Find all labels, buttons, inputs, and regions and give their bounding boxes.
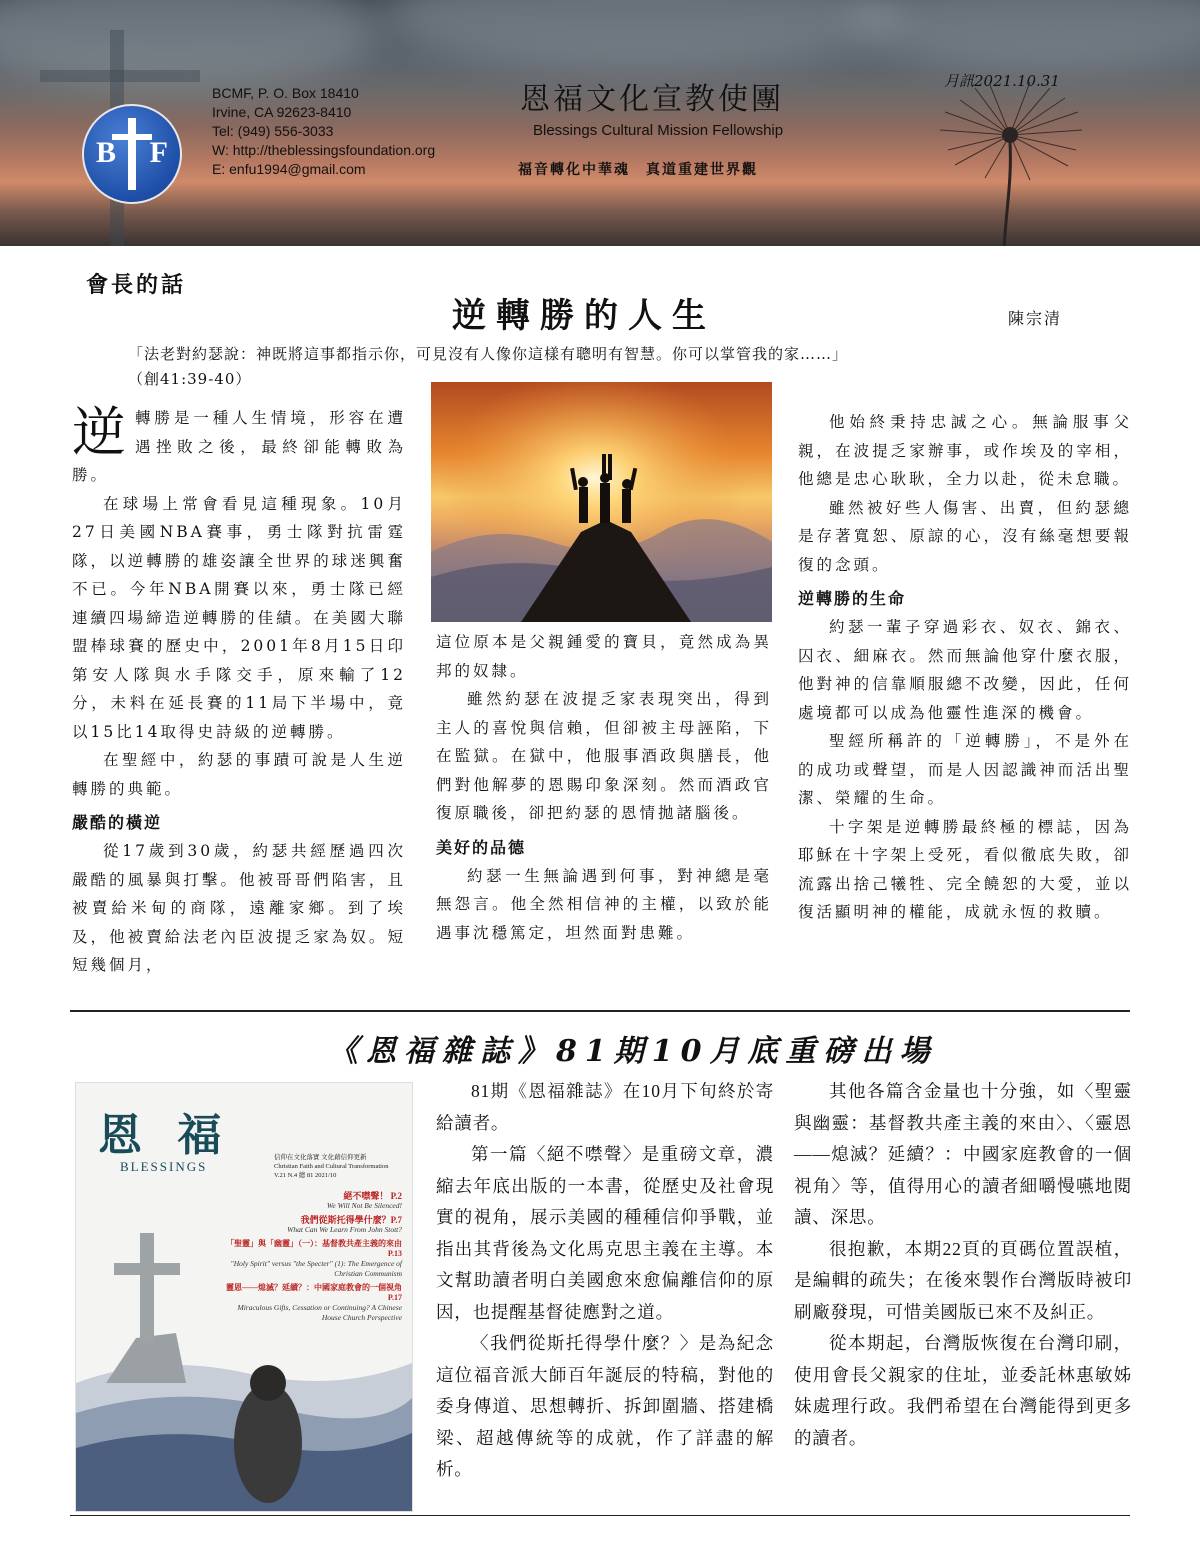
article-author: 陳宗清 <box>1008 309 1063 328</box>
article2-column-2 <box>794 1076 1132 1454</box>
article1-column-3 <box>798 408 1132 927</box>
paragraph: 在聖經中，約瑟的事蹟可說是人生逆轉勝的典範。 <box>72 751 406 798</box>
magazine-name-en: BLESSINGS <box>120 1159 208 1174</box>
mountain-summit-photo <box>431 382 772 622</box>
mailing-address <box>212 84 435 179</box>
contents-item: 絕不噤聲！ P.2 <box>343 1191 402 1201</box>
paragraph: 〈我們從斯托得學什麼？〉是為紀念這位福音派大師百年誕辰的特稿，對他的委身傳道、思想轉折、拆卸圍牆、搭建橋梁、超越傳統等的成就，作了詳盡的解析。 <box>436 1333 774 1479</box>
org-motto: 福音轉化中華魂 真道重建世界觀 <box>518 162 758 178</box>
cloud-shape <box>380 0 900 70</box>
paragraph: 十字架是逆轉勝最終極的標誌，因為耶穌在十字架上受死，看似徹底失敗，卻流露出捨己犧牲、完全饒恕的大愛，並以復活顯明神的權能，成就永恆的救贖。 <box>798 817 1132 921</box>
address-line: Irvine, CA 92623-8410 <box>212 104 352 120</box>
article2-column-1 <box>436 1076 774 1486</box>
address-phone: Tel: (949) 556-3033 <box>212 123 334 139</box>
address-website[interactable]: W: http://theblessingsfoundation.org <box>212 142 436 158</box>
paragraph: 從本期起，台灣版恢復在台灣印刷，使用會長父親家的住址，並委託林惠敏姊妹處理行政。我們希望在台灣能得到更多的讀者。 <box>794 1333 1132 1448</box>
paragraph: 約瑟一輩子穿過彩衣、奴衣、錦衣、囚衣、細麻衣。然而無論他穿什麼衣服，他對神的信靠順服總不改變，因此，任何處境都可以成為他靈性進深的機會。 <box>798 618 1132 722</box>
section-label: 會長的話 <box>86 272 187 298</box>
subheading: 嚴酷的橫逆 <box>72 813 163 832</box>
subheading: 逆轉勝的生命 <box>798 589 907 608</box>
paragraph: 在球場上常會看見這種現象。10月27日美國NBA賽事，勇士隊對抗雷霆隊，以逆轉勝的雄姿讓全世界的球迷興奮不已。今年NBA開賽以來，勇士隊已經連續四場締造逆轉勝的佳績。在美國大聯盟棒球賽的歷史中，2001年8月15日印第安人隊與水手隊交手，原來輸了12分，未料在延長賽的11局下半場中，竟以15比14取得史詩級的逆轉勝。 <box>72 494 406 741</box>
issue-date: 月訊2021.10.31 <box>944 72 1060 90</box>
paragraph: 雖然約瑟在波提乏家表現突出，得到主人的喜悅與信賴，但卻被主母誣陷，下在監獄。在獄中，他服事酒政與膳長，他們對他解夢的恩賜印象深刻。然而酒政官復原職後，卻把約瑟的恩情拋諸腦後。 <box>436 690 772 822</box>
article-title: 《恩福雜誌》81期10月底重磅出場 <box>328 1034 938 1069</box>
cross-silhouette-bar <box>40 70 200 82</box>
article-title: 逆轉勝的人生 <box>452 296 716 336</box>
quote-reference: （創41:39-40） <box>128 370 252 388</box>
photo-illustration <box>431 382 772 622</box>
magazine-cover <box>75 1082 413 1512</box>
paragraph: 逆轉勝是一種人生情境，形容在遭遇挫敗之後，最終卻能轉敗為勝。 <box>72 401 406 484</box>
paragraph: 他始終秉持忠誠之心。無論服事父親，在波提乏家辦事，或作埃及的宰相，他總是忠心耿耿，全力以赴，從未怠職。 <box>798 413 1132 488</box>
section-divider <box>70 1010 1130 1012</box>
paragraph: 第一篇〈絕不噤聲〉是重磅文章，濃縮去年底出版的一本書，從歷史及社會現實的視角，展示美國的種種信仰爭戰，並指出其背後為文化馬克思主義在主導。本文幫助讀者明白美國愈來愈偏離信仰的原因，也提醒基督徒應對之道。 <box>436 1144 774 1322</box>
article1-column-1 <box>72 401 406 980</box>
org-name-chinese: 恩福文化宣教使團 <box>520 82 784 117</box>
paragraph: 81期《恩福雜誌》在10月下旬終於寄給讀者。 <box>436 1081 774 1133</box>
paragraph: 這位原本是父親鍾愛的寶貝，竟然成為異邦的奴隸。 <box>436 633 772 680</box>
contents-item: 「聖靈」與「幽靈」（一）：基督教共產主義的來由 P.13 <box>226 1239 402 1258</box>
paragraph: 聖經所稱許的「逆轉勝」，不是外在的成功或聲望，而是人因認識神而活出聖潔、榮耀的生命。 <box>798 732 1132 807</box>
contents-item: 我們從斯托得學什麼？P.7 <box>300 1215 402 1225</box>
magazine-name-cn: 恩 福 <box>98 1110 232 1161</box>
paragraph: 很抱歉，本期22頁的頁碼位置誤植，是編輯的疏失；在後來製作台灣版時被印刷廠發現，可惜美國版已來不及糾正。 <box>794 1238 1132 1322</box>
drop-cap: 逆 <box>72 401 129 464</box>
dandelion-illustration <box>900 60 1150 246</box>
address-email[interactable]: E: enfu1994@gmail.com <box>212 161 366 177</box>
org-name-english: Blessings Cultural Mission Fellowship <box>533 122 784 139</box>
magazine-contents: 絕不噤聲！ P.2 We Will Not Be Silenced! 我們從斯托得學什麼？P.7 What Can We Learn From John Stott? 「聖靈」與「幽靈」（一）：基督教共產主義的來由 P.13 "Holy Spirit" versus "the Specter" (1): The Emergence of Christian Communism 靈恩——熄滅？延續？：中國家庭教會的一個視角 P.17 Miraculous Gifts, Cessation or Continuing? A Chinese House Church Perspective <box>226 1191 402 1322</box>
article1-column-2 <box>436 628 772 947</box>
contents-item: 靈恩——熄滅？延續？：中國家庭教會的一個視角 P.17 <box>226 1283 402 1302</box>
newsletter-header-banner <box>0 0 1200 246</box>
paragraph: 雖然被好些人傷害、出賣，但約瑟總是存著寬恕、原諒的心，沒有絲毫想要報復的念頭。 <box>798 498 1132 574</box>
address-line: BCMF, P. O. Box 18410 <box>212 85 359 101</box>
paragraph: 從17歲到30歲，約瑟共經歷過四次嚴酷的風暴與打擊。他被哥哥們陷害，且被賣給米甸的商隊，遠離家鄉。到了埃及，他被賣給法老內臣波提乏家為奴。短短幾個月， <box>72 842 406 974</box>
subheading: 美好的品德 <box>436 837 527 857</box>
magazine-masthead: 信仰在文化落實 文化藉信仰更新 Christian Faith and Cultural Transformation V.21 N.4 總 81 2021/10 <box>274 1154 389 1179</box>
paragraph: 其他各篇含金量也十分強，如〈聖靈與幽靈：基督教共產主義的來由〉、〈靈恩——熄滅？延續？：中國家庭教會的一個視角〉等，值得用心的讀者細嚼慢嚥地閱讀、深思。 <box>794 1081 1132 1227</box>
bf-logo: B F <box>82 104 182 204</box>
quote-text: 「法老對約瑟說：神既將這事都指示你，可見沒有人像你這樣有聰明有智慧。你可以掌管我的家……」 <box>128 345 849 363</box>
bottom-divider <box>70 1515 1130 1516</box>
paragraph: 約瑟一生無論遇到何事，對神總是毫無怨言。他全然相信神的主權，以致於能遇事沈穩篤定，坦然面對患難。 <box>436 866 772 942</box>
